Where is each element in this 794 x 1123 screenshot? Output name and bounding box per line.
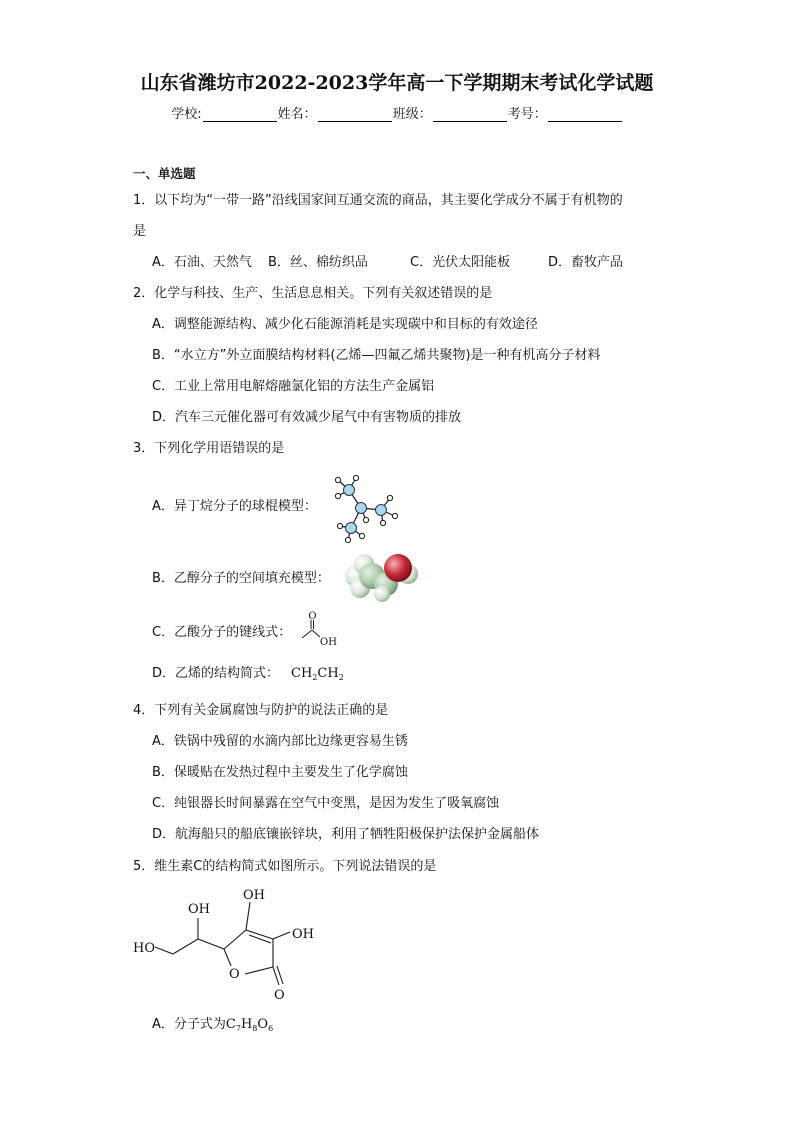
formula-part: CH: [317, 666, 339, 681]
q1-option-c: C．光伏太阳能板: [410, 255, 511, 270]
q4-option-b: B．保暖贴在发热过程中主要发生了化学腐蚀: [152, 765, 408, 780]
name-label: 姓名：: [277, 107, 317, 122]
name-blank[interactable]: [318, 108, 392, 122]
q2-option-a: A．调整能源结构、减少化石能源消耗是实现碳中和目标的有效途径: [152, 317, 538, 332]
q4-stem: 4．下列有关金属腐蚀与防护的说法正确的是: [133, 703, 389, 718]
q2-option-d: D．汽车三元催化器可有效减少尾气中有害物质的排放: [152, 410, 462, 425]
class-blank[interactable]: [433, 108, 507, 122]
acetic-hydroxyl: OH: [320, 637, 337, 648]
q5-stem: 5．维生素C的结构简式如图所示。下列说法错误的是: [133, 859, 437, 874]
q3-option-a: A．异丁烷分子的球棍模型：: [152, 499, 317, 514]
ethylene-formula: [291, 665, 344, 687]
q1-option-a: A．石油、天然气: [152, 255, 252, 270]
section-heading: 一、单选题: [133, 166, 196, 181]
formula-subscript: 2: [338, 673, 344, 682]
vitc-ring-o: O: [229, 967, 240, 982]
school-label: 学校:: [171, 107, 202, 122]
q3-option-c: C．乙酸分子的键线式：: [152, 625, 292, 640]
q2-option-b: B．“水立方”外立面膜结构材料(乙烯—四氟乙烯共聚物)是一种有机高分子材料: [152, 348, 601, 363]
formula-part: CH: [291, 666, 313, 681]
school-blank[interactable]: [203, 108, 277, 122]
q1-stem-line1: 1．以下均为“一带一路”沿线国家间互通交流的商品，其主要化学成分不属于有机物的: [133, 193, 623, 208]
formula-subscript: 7: [235, 1024, 241, 1033]
q5-option-a: [152, 1016, 273, 1038]
q5-option-a-prefix: A．分子式为: [152, 1017, 226, 1032]
vitc-ho-left: HO: [133, 941, 155, 956]
formula-part: H: [240, 1017, 253, 1032]
q1-option-d: D．畜牧产品: [548, 255, 624, 270]
formula-subscript: 2: [312, 673, 318, 682]
acetic-carbonyl-o: O: [308, 611, 317, 622]
q4-option-d: D．航海船只的船底镶嵌锌块，利用了牺牲阳极保护法保护金属船体: [152, 827, 540, 842]
q2-option-c: C．工业上常用电解熔融氯化铝的方法生产金属铝: [152, 379, 435, 394]
page-title: 山东省潍坊市2022-2023学年高一下学期期末考试化学试题: [140, 72, 654, 94]
formula-part: C: [225, 1017, 236, 1032]
exam-number-label: 考号：: [507, 107, 547, 122]
vitamin-c-structure: [128, 882, 328, 1007]
vitc-carbonyl-o: O: [274, 988, 285, 1003]
vitamin-c-formula: [226, 1017, 273, 1032]
vitc-oh-right: OH: [292, 927, 314, 942]
isobutane-ball-stick-model: [326, 470, 404, 546]
q1-option-b: B．丝、棉纺织品: [268, 255, 368, 270]
q3-stem: 3．下列化学用语错误的是: [133, 441, 285, 456]
class-label: 班级：: [392, 107, 432, 122]
q1-stem-line2: 是: [133, 224, 147, 239]
student-info-row: [0, 103, 794, 122]
q4-option-a: A．铁锅中残留的水滴内部比边缘更容易生锈: [152, 734, 408, 749]
exam-number-blank[interactable]: [548, 108, 622, 122]
q3-option-b: B．乙醇分子的空间填充模型：: [152, 571, 330, 586]
acetic-acid-skeletal-formula: [298, 610, 344, 650]
q2-stem: 2．化学与科技、生产、生活息息相关。下列有关叙述错误的是: [133, 286, 493, 301]
formula-part: O: [257, 1017, 269, 1032]
vitc-oh-top: OH: [243, 888, 265, 903]
vitc-oh-upper-left: OH: [188, 902, 210, 917]
formula-subscript: 6: [268, 1024, 274, 1033]
q3-option-d: D．乙烯的结构简式：: [152, 666, 280, 681]
formula-subscript: 8: [252, 1024, 258, 1033]
q4-option-c: C．纯银器长时间暴露在空气中变黑，是因为发生了吸氧腐蚀: [152, 796, 500, 811]
ethanol-space-filling-model: [342, 552, 424, 602]
